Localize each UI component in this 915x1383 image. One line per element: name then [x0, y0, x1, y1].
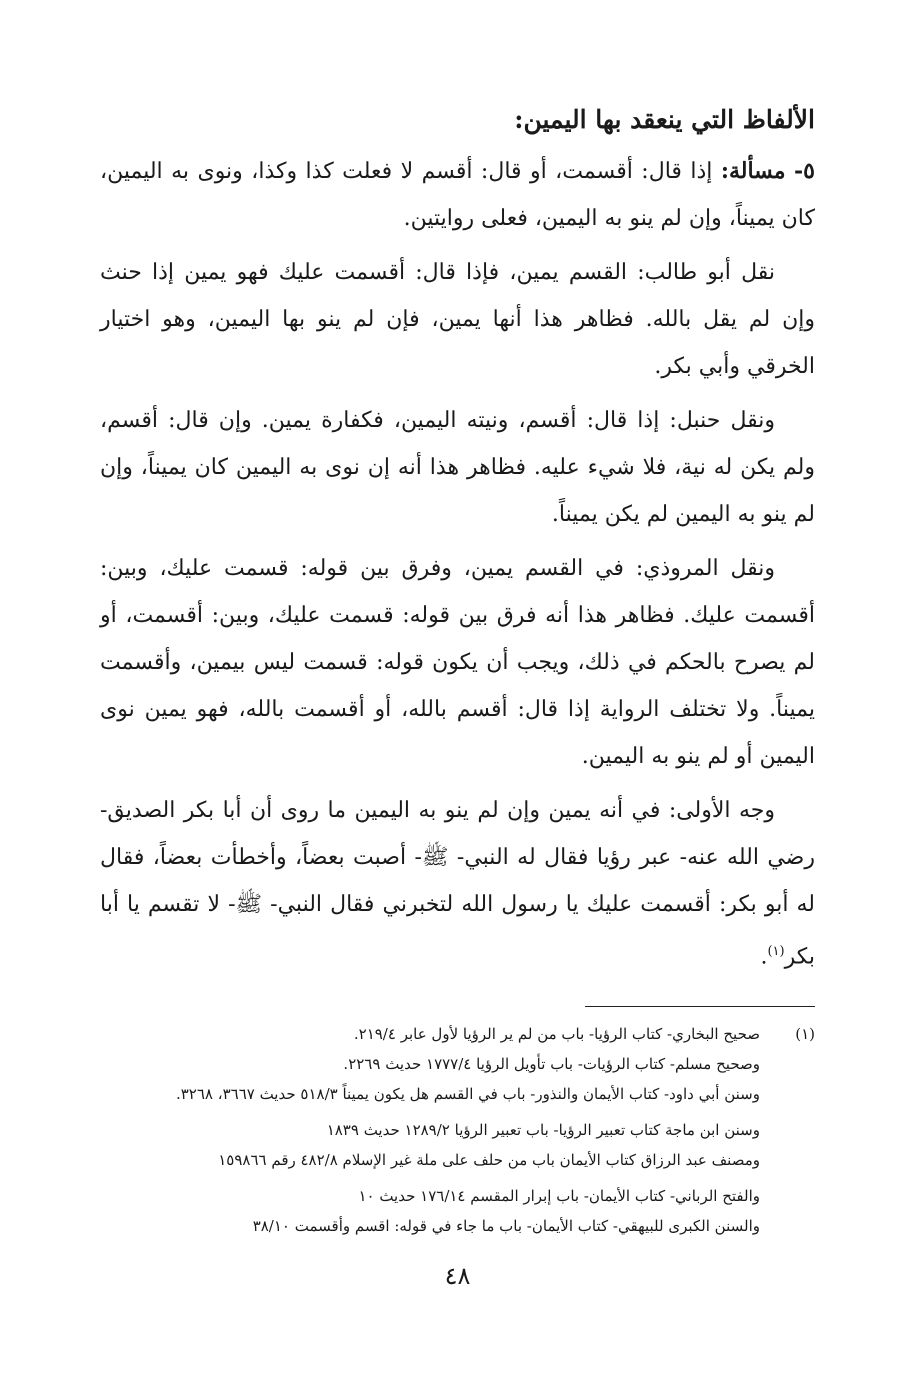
- paragraph-hanbal: ونقل حنبل: إذا قال: أقسم، ونيته اليمين، فكفارة يمين. وإن قال: أقسم، ولم يكن له نية، فلا شيء عليه. فظاهر هذا أنه إن نوى به اليمين كان يميناً، وإن لم ينو به اليمين لم يكن يميناً.: [100, 408, 815, 527]
- footnote-line: وسنن أبي داود- كتاب الأيمان والنذور- باب في القسم هل يكون يميناً ٥١٨/٣ حديث ٣٦٦٧، ٣٢٦٨.: [175, 1085, 760, 1104]
- footnote-line: وصحيح مسلم- كتاب الرؤيات- باب تأويل الرؤيا ١٧٧٧/٤ حديث ٢٢٦٩.: [343, 1055, 760, 1074]
- first-view-text: وجه الأولى: في أنه يمين وإن لم ينو به اليمين ما روى أن أبا بكر الصديق- رضي الله عنه- عبر رؤيا فقال له النبي- ﷺ- أصبت بعضاً، وأخطأت بعضاً، فقال له أبو بكر: أقسمت عليك يا رسول الله لتخبرني فقال النبي- ﷺ- لا تقسم يا أبا بكر: [100, 798, 815, 970]
- paragraph-first-view: [100, 787, 815, 980]
- issue-paragraph: [100, 148, 815, 242]
- footnote-reference[interactable]: (١): [767, 944, 785, 959]
- footnote-number: (١): [795, 1025, 815, 1044]
- issue-number: ٥-: [794, 158, 815, 184]
- footnote-1: [100, 1019, 815, 1241]
- paragraph-marwazi: ونقل المروذي: في القسم يمين، وفرق بين قوله: قسمت عليك، وبين: أقسمت عليك. فظاهر هذا أنه فرق بين قوله: قسمت عليك، وبين: أقسمت، أو لم يصرح بالحكم في ذلك، ويجب أن يكون قوله: قسمت ليس بيمين، وأقسمت يميناً. ولا تختلف الرواية إذا قال: أقسم بالله، أو أقسمت بالله، فهو يمين نوى اليمين أو لم ينو به اليمين.: [100, 556, 815, 769]
- footnote-line: وسنن ابن ماجة كتاب تعبير الرؤيا- باب تعبير الرؤيا ١٢٨٩/٢ حديث ١٨٣٩: [326, 1121, 760, 1140]
- paragraph-abu-talib: نقل أبو طالب: القسم يمين، فإذا قال: أقسمت عليك فهو يمين إذا حنث وإن لم يقل بالله. فظاهر هذا أنها يمين، فإن لم ينو بها اليمين، وهو اختيار الخرقي وأبي بكر.: [100, 260, 815, 379]
- footnotes-section: [100, 1019, 815, 1241]
- footnote-line: والفتح الرباني- كتاب الأيمان- باب إبرار المقسم ١٧٦/١٤ حديث ١٠: [358, 1187, 760, 1206]
- footnote-line: ومصنف عبد الرزاق كتاب الأيمان باب من حلف على ملة غير الإسلام ٤٨٢/٨ رقم ١٥٩٨٦٦: [218, 1151, 760, 1170]
- first-view-end: .: [760, 944, 768, 970]
- footnote-line: صحيح البخاري- كتاب الرؤيا- باب من لم ير الرؤيا لأول عابر ٢١٩/٤.: [353, 1025, 760, 1044]
- issue-text: إذا قال: أقسمت، أو قال: أقسم لا فعلت كذا وكذا، ونوى به اليمين، كان يميناً، وإن لم ينو به اليمين، فعلى روايتين.: [100, 159, 815, 231]
- issue-keyword: مسألة:: [720, 158, 786, 184]
- section-heading: الألفاظ التي ينعقد بها اليمين:: [514, 105, 815, 134]
- footnote-line: والسنن الكبرى للبيهقي- كتاب الأيمان- باب ما جاء في قوله: اقسم وأقسمت ٣٨/١٠: [252, 1217, 760, 1236]
- footnote-body: [100, 1019, 760, 1241]
- page-number: ٤٨: [444, 1262, 471, 1290]
- footnote-divider: [585, 1006, 815, 1007]
